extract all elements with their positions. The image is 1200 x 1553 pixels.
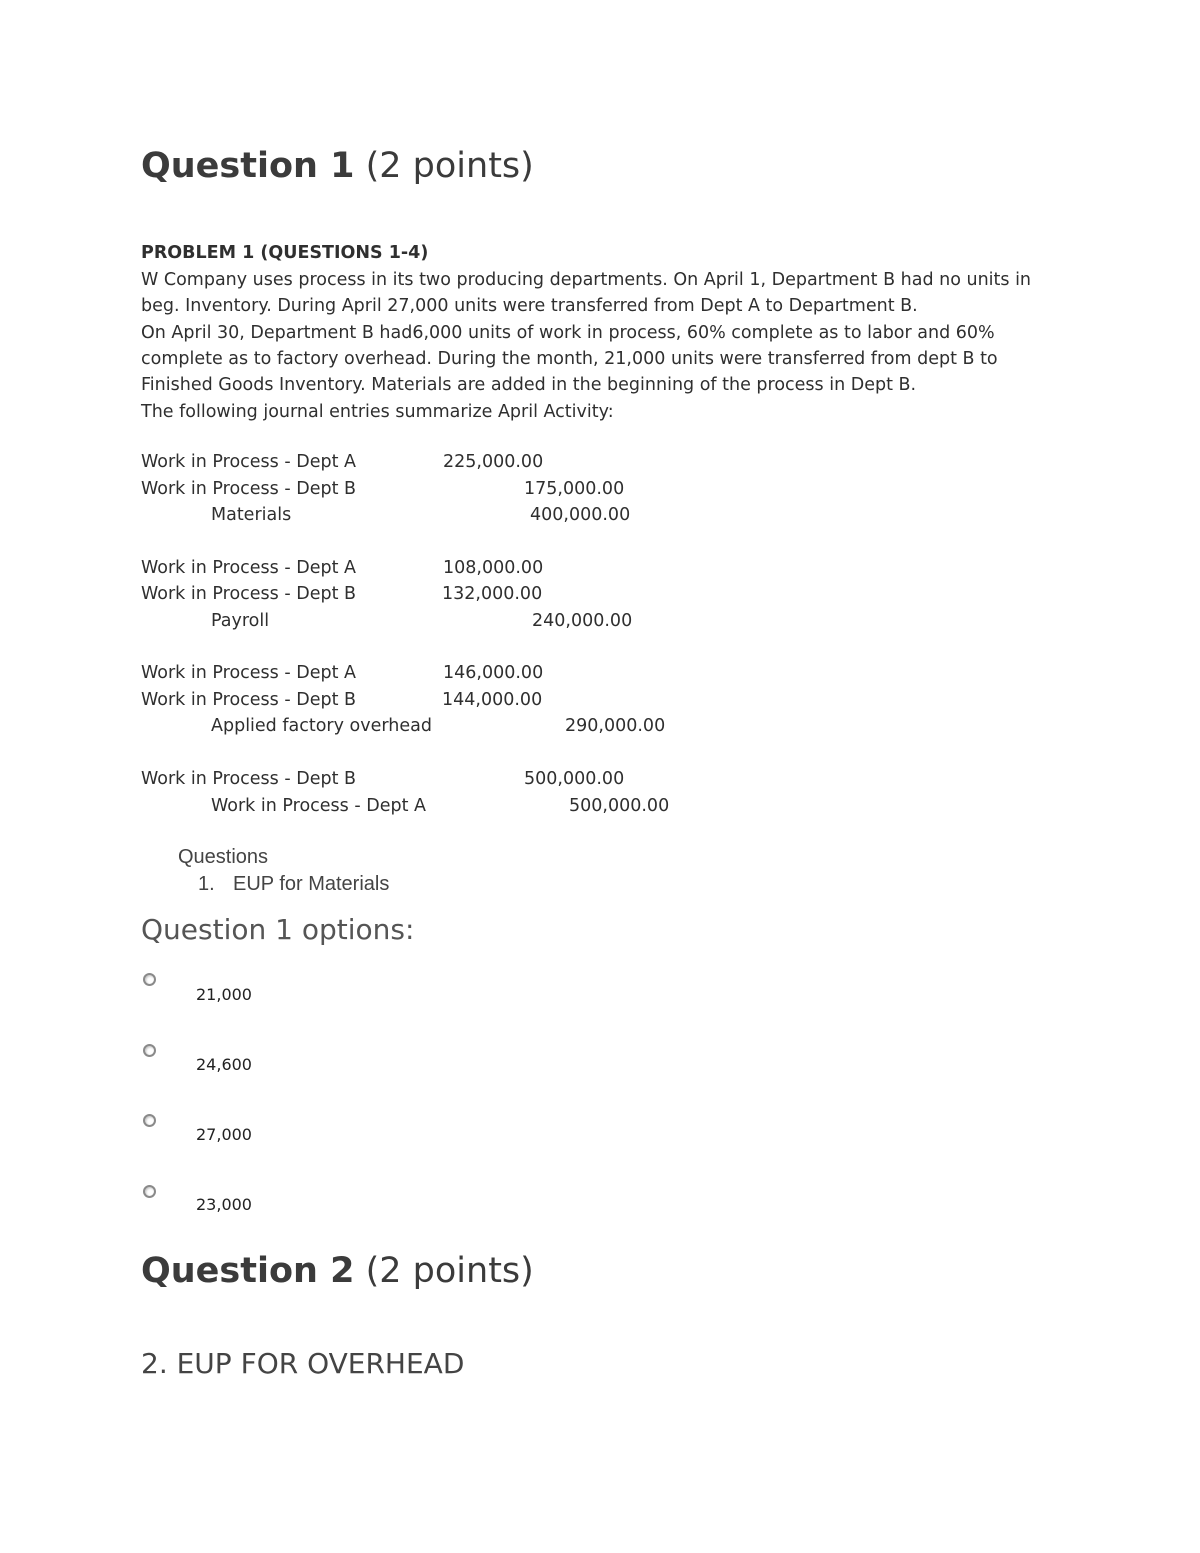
problem-line: On April 30, Department B had6,000 units of work in process, 60% complete as to labor and 60%	[141, 323, 995, 343]
options-heading: Question 1 options:	[141, 913, 415, 946]
journal-amount: 225,000.00	[443, 452, 544, 472]
problem-heading: PROBLEM 1 (QUESTIONS 1-4)	[141, 243, 429, 263]
question-1-points: (2 points)	[365, 146, 534, 186]
question-1-title	[141, 146, 534, 186]
problem-line: W Company uses process in its two producing departments. On April 1, Department B had no units in	[141, 270, 1032, 290]
journal-amount: 108,000.00	[443, 558, 544, 578]
journal-amount: 500,000.00	[569, 796, 670, 816]
problem-line: The following journal entries summarize April Activity:	[141, 402, 614, 422]
option-label-3[interactable]: 27,000	[196, 1125, 252, 1144]
journal-account: Work in Process - Dept B	[141, 690, 356, 710]
journal-amount: 146,000.00	[443, 663, 544, 683]
problem-line: beg. Inventory. During April 27,000 units were transferred from Dept A to Department B.	[141, 296, 918, 316]
journal-amount: 290,000.00	[565, 716, 666, 736]
problem-line: complete as to factory overhead. During the month, 21,000 units were transferred from dept B to	[141, 349, 998, 369]
option-radio-3[interactable]	[143, 1114, 156, 1127]
question-2-label: Question 2	[141, 1251, 355, 1291]
journal-account: Payroll	[211, 611, 270, 631]
question-2-title	[141, 1251, 534, 1291]
journal-account: Work in Process - Dept B	[141, 479, 356, 499]
journal-account: Work in Process - Dept B	[141, 769, 356, 789]
option-label-2[interactable]: 24,600	[196, 1055, 252, 1074]
option-radio-4[interactable]	[143, 1185, 156, 1198]
questions-item-text: EUP for Materials	[233, 873, 390, 895]
option-label-1[interactable]: 21,000	[196, 985, 252, 1004]
journal-amount: 144,000.00	[442, 690, 543, 710]
journal-account: Work in Process - Dept B	[141, 584, 356, 604]
journal-amount: 175,000.00	[524, 479, 625, 499]
journal-account: Materials	[211, 505, 292, 525]
question-2-points: (2 points)	[365, 1251, 534, 1291]
journal-account: Work in Process - Dept A	[141, 558, 356, 578]
option-radio-2[interactable]	[143, 1044, 156, 1057]
option-radio-1[interactable]	[143, 973, 156, 986]
question-1-label: Question 1	[141, 146, 355, 186]
journal-account: Work in Process - Dept A	[141, 663, 356, 683]
journal-amount: 132,000.00	[442, 584, 543, 604]
questions-item-number: 1.	[198, 873, 215, 895]
question-2-prompt: 2. EUP FOR OVERHEAD	[141, 1347, 465, 1380]
journal-account: Work in Process - Dept A	[211, 796, 426, 816]
problem-line: Finished Goods Inventory. Materials are added in the beginning of the process in Dept B.	[141, 375, 917, 395]
journal-amount: 500,000.00	[524, 769, 625, 789]
option-label-4[interactable]: 23,000	[196, 1195, 252, 1214]
journal-amount: 240,000.00	[532, 611, 633, 631]
journal-account: Applied factory overhead	[211, 716, 432, 736]
journal-account: Work in Process - Dept A	[141, 452, 356, 472]
questions-heading: Questions	[178, 846, 269, 868]
journal-amount: 400,000.00	[530, 505, 631, 525]
